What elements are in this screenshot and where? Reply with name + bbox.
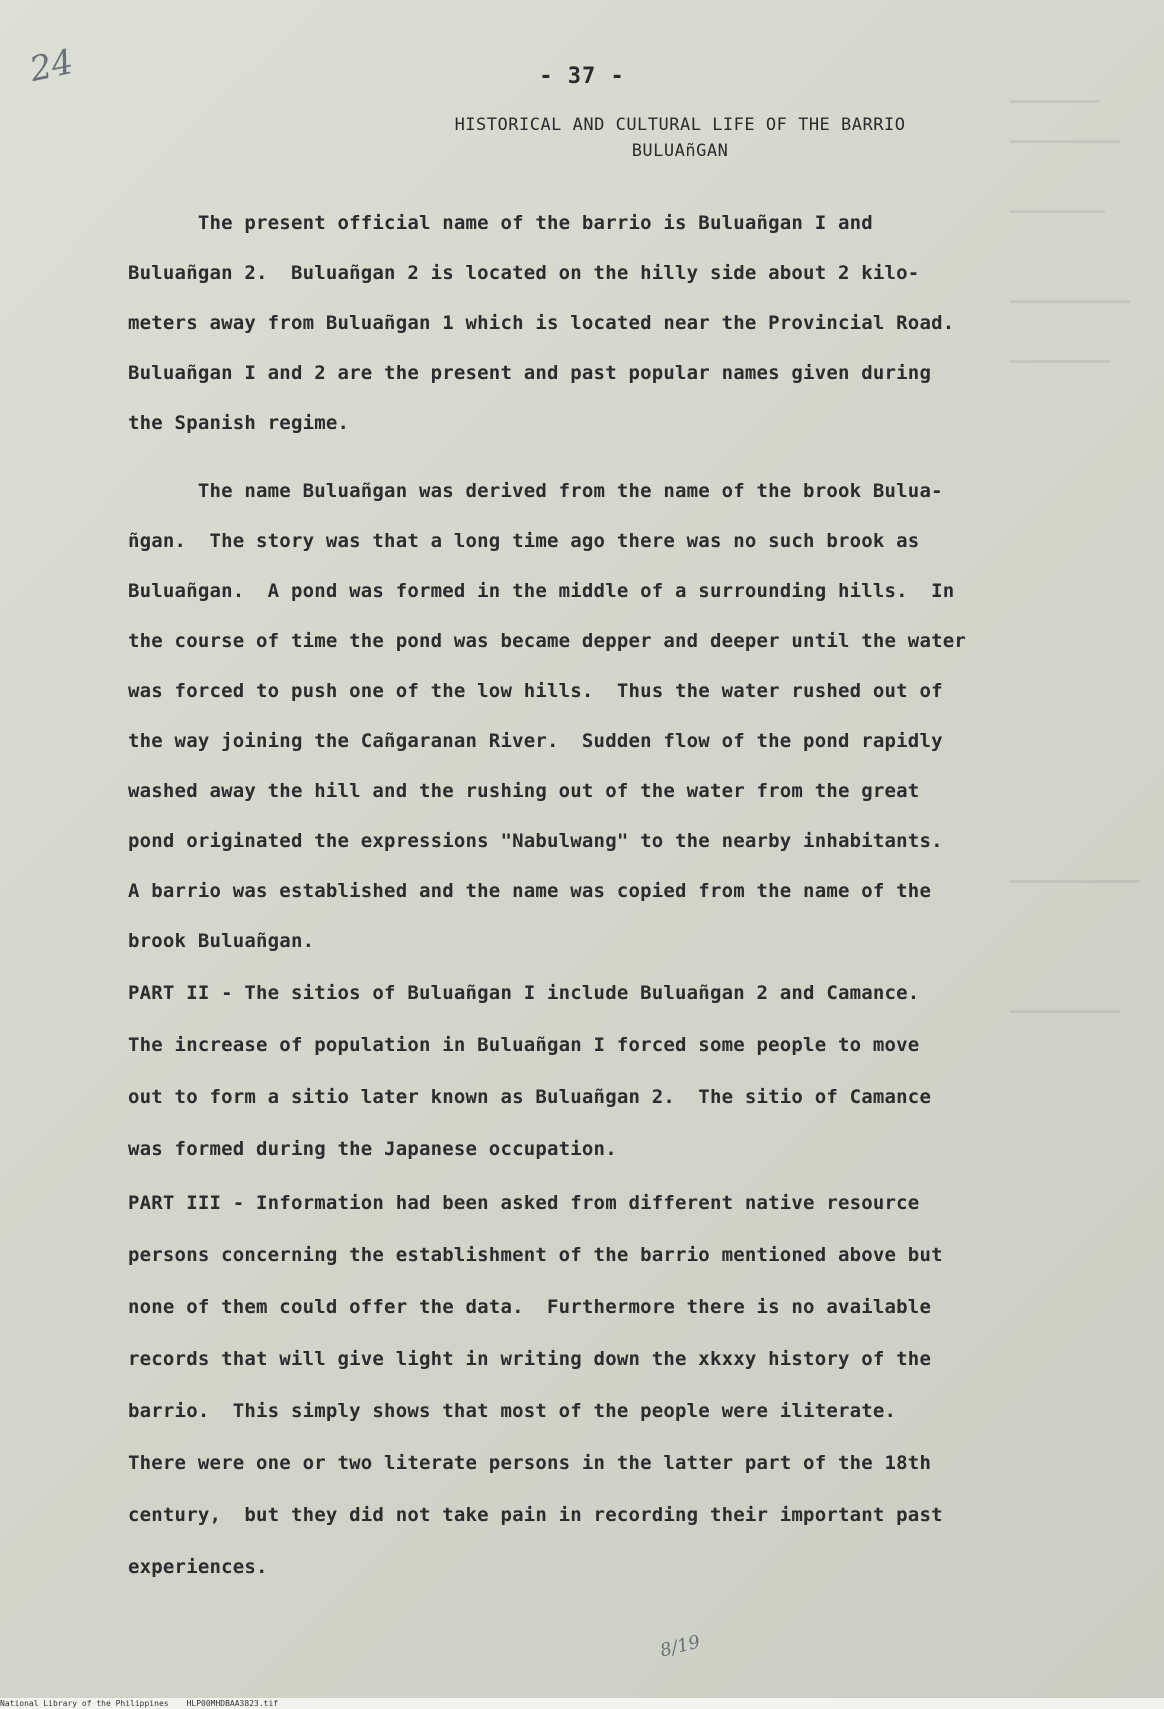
text-line: barrio. This simply shows that most of the people were iliterate. bbox=[128, 1400, 897, 1422]
text-line: ñgan. The story was that a long time ago there was no such brook as bbox=[128, 530, 920, 552]
text-line: There were one or two literate persons in the latter part of the 18th bbox=[128, 1452, 932, 1474]
text-line: PART II - The sitios of Buluañgan I include Buluañgan 2 and Camance. bbox=[128, 982, 920, 1004]
text-line: was formed during the Japanese occupation. bbox=[128, 1138, 617, 1160]
text-line: The name Buluañgan was derived from the name of the brook Bulua- bbox=[128, 480, 943, 502]
text-line: A barrio was established and the name was copied from the name of the bbox=[128, 880, 932, 902]
text-line: persons concerning the establishment of the barrio mentioned above but bbox=[128, 1244, 943, 1266]
text-line: pond originated the expressions "Nabulwang" to the nearby inhabitants. bbox=[128, 830, 943, 852]
text-line: the Spanish regime. bbox=[128, 412, 350, 434]
stamp-mark: 8/19 bbox=[658, 1631, 703, 1662]
text-line: Buluañgan 2. Buluañgan 2 is located on the hilly side about 2 kilo- bbox=[128, 262, 920, 284]
margin-number: 24 bbox=[26, 41, 77, 91]
text-line: The increase of population in Buluañgan I forced some people to move bbox=[128, 1034, 920, 1056]
text-line: experiences. bbox=[128, 1556, 268, 1578]
title-line-1: HISTORICAL AND CULTURAL LIFE OF THE BARRIO bbox=[454, 115, 906, 135]
text-line: the way joining the Cañgaranan River. Sudden flow of the pond rapidly bbox=[128, 730, 943, 752]
page-number: - 37 - bbox=[539, 64, 625, 89]
text-line: the course of time the pond was became depper and deeper until the water bbox=[128, 630, 967, 652]
text-line: was forced to push one of the low hills. Thus the water rushed out of bbox=[128, 680, 943, 702]
text-line: washed away the hill and the rushing out of the water from the great bbox=[128, 780, 920, 802]
footer-filename: HLP00MHDBAA3823.tif bbox=[186, 1699, 279, 1708]
text-line: century, but they did not take pain in recording their important past bbox=[128, 1504, 943, 1526]
text-line: brook Buluañgan. bbox=[128, 930, 315, 952]
text-line: Buluañgan. A pond was formed in the middle of a surrounding hills. In bbox=[128, 580, 955, 602]
text-line: records that will give light in writing down the xkxxy history of the bbox=[128, 1348, 932, 1370]
text-line: The present official name of the barrio is Buluañgan I and bbox=[128, 212, 873, 234]
text-line: Buluañgan I and 2 are the present and past popular names given during bbox=[128, 362, 932, 384]
text-line: out to form a sitio later known as Buluañgan 2. The sitio of Camance bbox=[128, 1086, 932, 1108]
scan-footer bbox=[0, 1698, 1164, 1709]
title-line-2: BULUAñGAN bbox=[631, 141, 729, 161]
text-line: PART III - Information had been asked from different native resource bbox=[128, 1192, 920, 1214]
text-line: none of them could offer the data. Furthermore there is no available bbox=[128, 1296, 932, 1318]
text-line: meters away from Buluañgan 1 which is located near the Provincial Road. bbox=[128, 312, 955, 334]
page-title bbox=[380, 112, 980, 164]
footer-library: National Library of the Philippines bbox=[0, 1699, 169, 1708]
